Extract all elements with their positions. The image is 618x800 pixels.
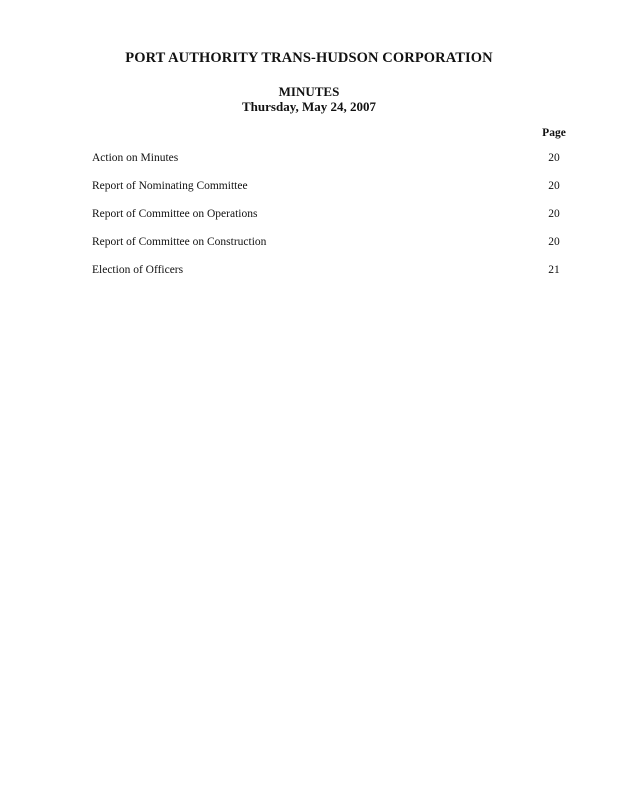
- minutes-title: MINUTES: [278, 84, 340, 99]
- toc-item-page: 20: [548, 152, 560, 164]
- toc-row: [92, 208, 572, 236]
- toc-item-page: 20: [548, 180, 560, 192]
- toc-row: [92, 264, 572, 292]
- toc-item-label: Report of Committee on Operations: [92, 208, 258, 220]
- organization-title: PORT AUTHORITY TRANS-HUDSON CORPORATION: [125, 50, 493, 66]
- toc-item-label: Election of Officers: [92, 264, 184, 276]
- table-of-contents: [92, 152, 572, 292]
- toc-row: [92, 180, 572, 208]
- toc-item-page: 20: [548, 236, 560, 248]
- toc-item-page: 20: [548, 208, 560, 220]
- toc-item-label: Action on Minutes: [92, 152, 179, 164]
- minutes-heading: [0, 84, 618, 114]
- meeting-date: Thursday, May 24, 2007: [242, 99, 376, 114]
- toc-item-label: Report of Nominating Committee: [92, 180, 248, 192]
- toc-item-page: 21: [548, 264, 560, 276]
- toc-item-label: Report of Committee on Construction: [92, 236, 267, 248]
- page-column-header: Page: [542, 127, 566, 139]
- toc-row: [92, 236, 572, 264]
- toc-row: [92, 152, 572, 180]
